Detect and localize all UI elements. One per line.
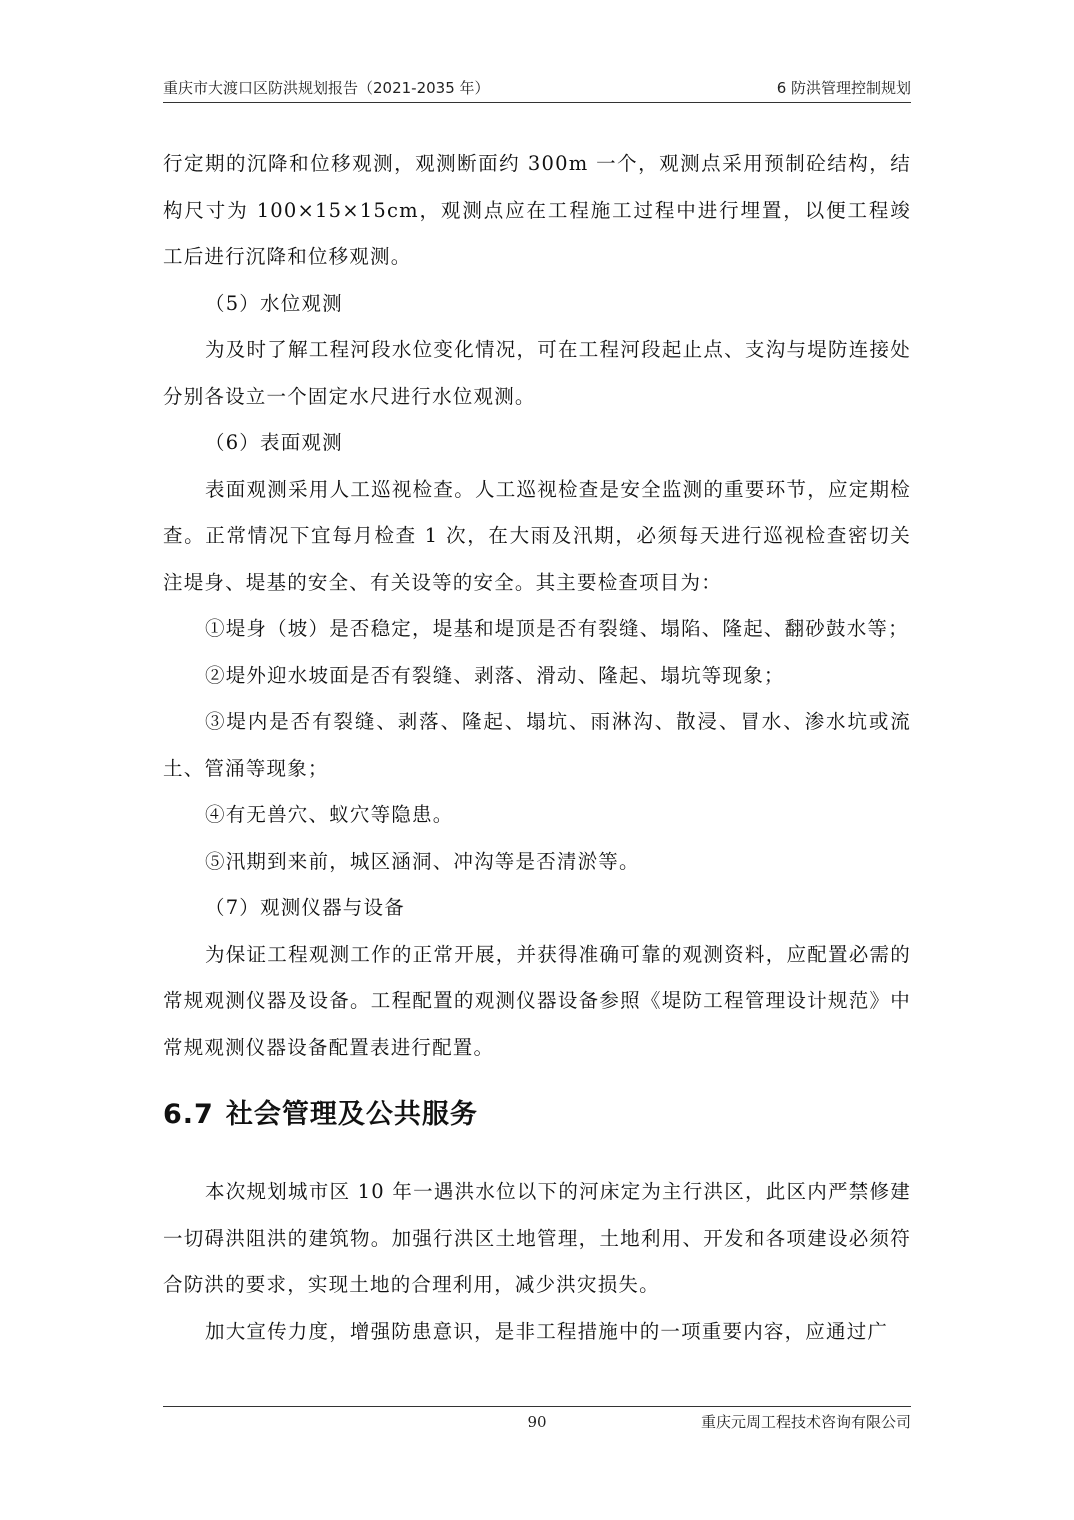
paragraph: 为保证工程观测工作的正常开展，并获得准确可靠的观测资料，应配置必需的常规观测仪器及设备。工程配置的观测仪器设备参照《堤防工程管理设计规范》中常规观测仪器设备配置表进行配置。 [163, 942, 911, 1059]
footer-rule [163, 1406, 911, 1407]
paragraph: 加大宣传力度，增强防患意识，是非工程措施中的一项重要内容，应通过广 [205, 1319, 889, 1343]
subheading-surface-observation: （6）表面观测 [205, 431, 343, 454]
section-title: 社会管理及公共服务 [225, 1099, 478, 1130]
list-item: ③堤内是否有裂缝、剥落、隆起、塌坑、雨淋沟、散浸、冒水、渗水坑或流土、管涌等现象； [163, 710, 911, 780]
header-chapter-title: 6 防洪管理控制规划 [776, 79, 911, 97]
subheading-instruments: （7）观测仪器与设备 [205, 896, 405, 919]
page-number: 90 [527, 1413, 547, 1431]
header-report-title: 重庆市大渡口区防洪规划报告（2021-2035 年） [163, 79, 490, 97]
paragraph: 行定期的沉降和位移观测，观测断面约 300m 一个，观测点采用预制砼结构，结构尺寸为 100×15×15cm，观测点应在工程施工过程中进行埋置，以便工程竣工后进行沉降和位移观测。 [163, 152, 911, 268]
footer-company: 重庆元周工程技术咨询有限公司 [700, 1413, 911, 1431]
paragraph: 表面观测采用人工巡视检查。人工巡视检查是安全监测的重要环节，应定期检查。正常情况下宜每月检查 1 次，在大雨及汛期，必须每天进行巡视检查密切关注堤身、堤基的安全、有关设等的安全。其主要检查项目为： [163, 477, 911, 594]
list-item: ①堤身（坡）是否稳定，堤基和堤顶是否有裂缝、塌陷、隆起、翻砂鼓水等； [205, 617, 909, 640]
paragraph: 为及时了解工程河段水位变化情况，可在工程河段起止点、支沟与堤防连接处分别各设立一个固定水尺进行水位观测。 [163, 338, 911, 408]
paragraph: 本次规划城市区 10 年一遇洪水位以下的河床定为主行洪区，此区内严禁修建一切碍洪阻洪的建筑物。加强行洪区土地管理，土地利用、开发和各项建设必须符合防洪的要求，实现土地的合理利用，减少洪灾损失。 [163, 1180, 911, 1296]
subheading-water-level: （5）水位观测 [205, 291, 343, 315]
section-heading [163, 1089, 911, 1141]
list-item: ⑤汛期到来前，城区涵洞、冲沟等是否清淤等。 [205, 849, 640, 873]
list-item: ④有无兽穴、蚁穴等隐患。 [205, 803, 454, 826]
page-body [163, 141, 911, 1355]
section-number: 6.7 [163, 1099, 214, 1130]
list-item: ②堤外迎水坡面是否有裂缝、剥落、滑动、隆起、塌坑等现象； [205, 663, 785, 687]
header-rule [163, 102, 911, 103]
